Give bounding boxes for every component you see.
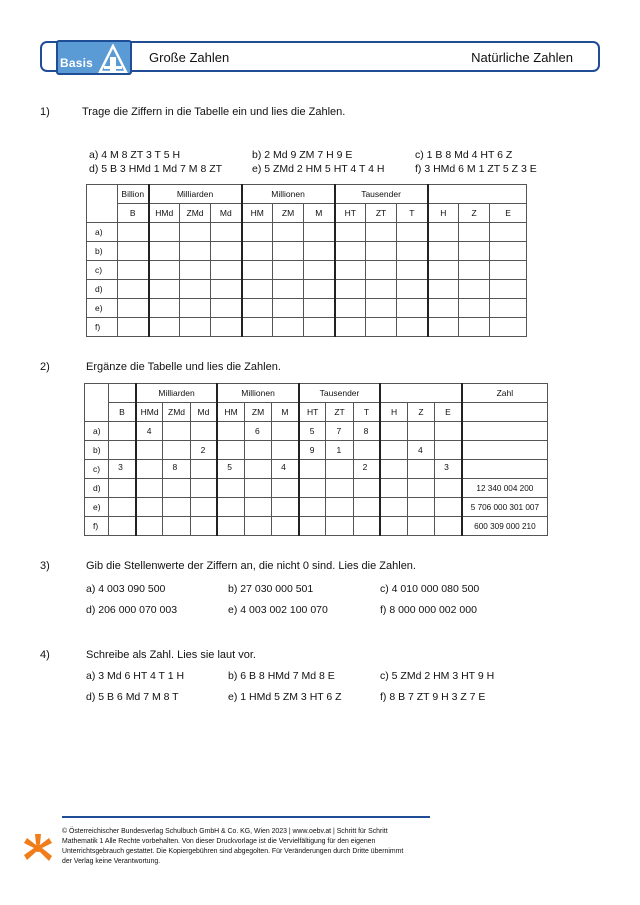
digit-cell[interactable] (109, 498, 136, 517)
digit-cell[interactable] (428, 280, 459, 299)
digit-cell[interactable]: 5 (299, 422, 326, 441)
digit-cell[interactable] (272, 517, 299, 536)
task3-item-a: a) 4 003 090 500 (86, 583, 166, 595)
task2-number: 2) (40, 361, 50, 373)
task4-item-a: a) 3 Md 6 HT 4 T 1 H (86, 670, 185, 682)
digit-cell[interactable] (428, 223, 459, 242)
task1-col-header: Z (459, 204, 490, 223)
digit-cell[interactable]: 9 (299, 441, 326, 460)
worksheet-topic: Natürliche Zahlen (471, 50, 573, 65)
task2-group-millionen: Millionen (217, 384, 298, 403)
digit-cell[interactable] (244, 460, 271, 479)
row-label: c) (87, 261, 118, 280)
task3-instruction: Gib die Stellenwerte der Ziffern an, die nicht 0 sind. Lies die Zahlen. (86, 560, 416, 572)
digit-cell[interactable] (428, 299, 459, 318)
digit-cell[interactable] (190, 479, 217, 498)
digit-cell[interactable] (326, 517, 353, 536)
digit-cell[interactable] (242, 318, 273, 337)
digit-cell[interactable] (397, 299, 428, 318)
digit-cell[interactable] (272, 498, 299, 517)
triangle-level-icon (98, 44, 128, 74)
footer-divider (62, 816, 430, 818)
digit-cell[interactable] (163, 422, 190, 441)
digit-cell[interactable] (326, 460, 353, 479)
digit-cell[interactable] (149, 318, 180, 337)
digit-cell[interactable] (217, 498, 244, 517)
page-header (40, 41, 600, 72)
digit-cell[interactable] (366, 261, 397, 280)
digit-cell[interactable] (380, 479, 407, 498)
task2-zahl-header: Zahl (462, 384, 548, 403)
copyright-line: der Verlag keine Verantwortung. (62, 858, 161, 865)
task4-number: 4) (40, 649, 50, 661)
digit-cell[interactable] (397, 223, 428, 242)
task1-col-header: ZM (273, 204, 304, 223)
digit-cell[interactable] (407, 517, 434, 536)
digit-cell[interactable] (180, 280, 211, 299)
digit-cell[interactable] (273, 242, 304, 261)
task1-group-tausender: Tausender (335, 185, 428, 204)
row-label: f) (87, 318, 118, 337)
task3-item-d: d) 206 000 070 003 (86, 604, 178, 616)
digit-cell[interactable] (109, 479, 136, 498)
table-row (87, 223, 527, 242)
task2-col-header: B (109, 403, 136, 422)
digit-cell[interactable] (366, 318, 397, 337)
digit-cell[interactable] (407, 498, 434, 517)
digit-cell[interactable] (272, 479, 299, 498)
digit-cell[interactable] (335, 299, 366, 318)
digit-cell[interactable] (273, 223, 304, 242)
number-cell[interactable] (462, 441, 548, 460)
badge-label: Basis (60, 56, 94, 70)
digit-cell[interactable] (118, 318, 149, 337)
task1-col-header: M (304, 204, 335, 223)
copyright-line: Unterrichtsgebrauch gestattet. Die Kopiergebühren sind abgegolten. Für Veränderungen durch Dritte übernimmt (62, 848, 404, 855)
table-row (87, 280, 527, 299)
digit-cell[interactable] (459, 299, 490, 318)
publisher-logo-icon (24, 834, 52, 862)
digit-cell[interactable] (136, 460, 163, 479)
task1-group-einer (428, 185, 527, 204)
digit-cell[interactable] (190, 517, 217, 536)
digit-cell[interactable] (273, 318, 304, 337)
task1-corner-cell (87, 185, 118, 223)
digit-cell[interactable] (490, 261, 527, 280)
worksheet-title: Große Zahlen (149, 50, 230, 65)
digit-cell[interactable] (217, 479, 244, 498)
digit-cell[interactable] (190, 498, 217, 517)
digit-cell[interactable]: 8 (163, 460, 190, 479)
digit-cell[interactable] (244, 441, 271, 460)
digit-cell[interactable] (180, 318, 211, 337)
table-row (85, 479, 548, 498)
digit-cell[interactable] (136, 517, 163, 536)
digit-cell[interactable] (304, 318, 335, 337)
task1-group-milliarden: Milliarden (149, 185, 242, 204)
number-cell[interactable] (462, 460, 548, 479)
task2-col-header: Z (407, 403, 434, 422)
digit-cell[interactable]: 5 (217, 460, 244, 479)
digit-cell[interactable] (407, 460, 434, 479)
digit-cell[interactable] (136, 479, 163, 498)
row-label: b) (87, 242, 118, 261)
digit-cell[interactable] (335, 318, 366, 337)
digit-cell[interactable] (428, 261, 459, 280)
task1-col-header: ZT (366, 204, 397, 223)
digit-cell[interactable] (109, 422, 136, 441)
digit-cell[interactable] (435, 441, 462, 460)
digit-cell[interactable] (118, 280, 149, 299)
digit-cell[interactable] (459, 318, 490, 337)
digit-cell[interactable] (109, 517, 136, 536)
task1-col-header: H (428, 204, 459, 223)
task1-col-header: E (490, 204, 527, 223)
digit-cell[interactable] (335, 261, 366, 280)
digit-cell[interactable] (407, 479, 434, 498)
task2-col-header: H (380, 403, 407, 422)
task4-item-f: f) 8 B 7 ZT 9 H 3 Z 7 E (380, 691, 486, 703)
table-row (87, 242, 527, 261)
digit-cell[interactable] (180, 223, 211, 242)
digit-cell[interactable] (211, 242, 242, 261)
task2-col-header: ZT (326, 403, 353, 422)
task2-group-milliarden: Milliarden (136, 384, 218, 403)
task1-col-header: HT (335, 204, 366, 223)
digit-cell[interactable] (335, 242, 366, 261)
task2-col-header: ZM (244, 403, 271, 422)
digit-cell[interactable] (380, 517, 407, 536)
digit-cell[interactable] (459, 261, 490, 280)
task2-col-header: ZMd (163, 403, 190, 422)
digit-cell[interactable] (459, 223, 490, 242)
digit-cell[interactable] (149, 223, 180, 242)
task3-item-b: b) 27 030 000 501 (228, 583, 314, 595)
digit-cell[interactable] (163, 498, 190, 517)
digit-cell[interactable] (304, 223, 335, 242)
task2-col-header: E (435, 403, 462, 422)
task2-place-value-table (84, 383, 548, 536)
digit-cell[interactable] (490, 299, 527, 318)
task1-place-value-table (86, 184, 527, 337)
digit-cell[interactable] (180, 242, 211, 261)
task2-corner-cell (85, 384, 109, 422)
table-row (85, 460, 548, 479)
task2-col-header: M (272, 403, 299, 422)
digit-cell[interactable] (397, 261, 428, 280)
digit-cell[interactable] (211, 280, 242, 299)
digit-cell[interactable] (366, 280, 397, 299)
digit-cell[interactable]: 2 (353, 460, 380, 479)
digit-cell[interactable] (353, 441, 380, 460)
digit-cell[interactable] (273, 280, 304, 299)
task4-item-c: c) 5 ZMd 2 HM 3 HT 9 H (380, 670, 495, 682)
digit-cell[interactable]: 7 (326, 422, 353, 441)
digit-cell[interactable]: 4 (272, 460, 299, 479)
level-badge (56, 40, 132, 75)
digit-cell[interactable] (180, 299, 211, 318)
digit-cell[interactable] (407, 422, 434, 441)
task1-col-header: B (118, 204, 149, 223)
digit-cell[interactable] (299, 479, 326, 498)
digit-cell[interactable] (211, 318, 242, 337)
digit-cell[interactable] (217, 441, 244, 460)
task2-col-header: HMd (136, 403, 163, 422)
copyright-line: Mathematik 1 Alle Rechte vorbehalten. Von dieser Druckvorlage ist die Vervielfältigung für den eigenen (62, 838, 376, 845)
copyright-line: © Österreichischer Bundesverlag Schulbuch GmbH & Co. KG, Wien 2023 | www.oebv.at | Schritt für Schritt (62, 828, 388, 835)
digit-cell[interactable] (149, 242, 180, 261)
task2-col-header: HT (299, 403, 326, 422)
task2-col-header: Md (190, 403, 217, 422)
digit-cell[interactable] (242, 280, 273, 299)
digit-cell[interactable] (490, 223, 527, 242)
digit-cell[interactable] (149, 261, 180, 280)
digit-cell[interactable] (380, 422, 407, 441)
digit-cell[interactable] (366, 299, 397, 318)
digit-cell[interactable] (428, 318, 459, 337)
task3-item-e: e) 4 003 002 100 070 (228, 604, 328, 616)
task1-item-c: c) 1 B 8 Md 4 HT 6 Z (415, 149, 513, 161)
digit-cell[interactable] (380, 441, 407, 460)
digit-cell[interactable]: 4 (136, 422, 163, 441)
row-label: a) (87, 223, 118, 242)
digit-cell[interactable] (428, 242, 459, 261)
digit-cell[interactable] (335, 280, 366, 299)
table-row (85, 441, 548, 460)
row-label: d) (85, 479, 109, 498)
digit-cell[interactable] (109, 441, 136, 460)
row-label: e) (85, 498, 109, 517)
table-row (85, 498, 548, 517)
digit-cell[interactable] (118, 261, 149, 280)
digit-cell[interactable] (272, 422, 299, 441)
row-label: e) (87, 299, 118, 318)
digit-cell[interactable] (163, 479, 190, 498)
table-row (87, 318, 527, 337)
number-cell[interactable] (462, 422, 548, 441)
digit-cell[interactable] (435, 498, 462, 517)
digit-cell[interactable] (211, 223, 242, 242)
digit-cell[interactable] (353, 498, 380, 517)
digit-cell[interactable] (149, 299, 180, 318)
row-label: a) (85, 422, 109, 441)
task1-instruction: Trage die Ziffern in die Tabelle ein und lies die Zahlen. (82, 106, 346, 118)
task2-col-header: HM (217, 403, 244, 422)
digit-cell[interactable] (190, 422, 217, 441)
digit-cell[interactable] (397, 318, 428, 337)
digit-cell[interactable] (217, 517, 244, 536)
task2-group-tausender: Tausender (299, 384, 381, 403)
digit-cell[interactable] (299, 517, 326, 536)
digit-cell[interactable]: 6 (244, 422, 271, 441)
digit-cell[interactable] (380, 498, 407, 517)
digit-cell[interactable]: 2 (190, 441, 217, 460)
digit-cell[interactable] (242, 242, 273, 261)
copyright-notice (62, 827, 572, 867)
row-label: d) (87, 280, 118, 299)
task1-item-b: b) 2 Md 9 ZM 7 H 9 E (252, 149, 353, 161)
task1-item-e: e) 5 ZMd 2 HM 5 HT 4 T 4 H (252, 163, 385, 175)
digit-cell[interactable] (242, 223, 273, 242)
digit-cell[interactable] (490, 280, 527, 299)
task2-group-billion (109, 384, 136, 403)
number-cell[interactable]: 5 706 000 301 007 (462, 498, 548, 517)
task1-col-header: T (397, 204, 428, 223)
digit-cell[interactable]: 1 (326, 441, 353, 460)
task3-item-c: c) 4 010 000 080 500 (380, 583, 480, 595)
row-label: c) (85, 460, 109, 479)
table-row (87, 299, 527, 318)
row-label: b) (85, 441, 109, 460)
digit-cell[interactable] (326, 479, 353, 498)
digit-cell[interactable] (217, 422, 244, 441)
digit-cell[interactable] (335, 223, 366, 242)
task1-item-f: f) 3 HMd 6 M 1 ZT 5 Z 3 E (415, 163, 537, 175)
task4-item-b: b) 6 B 8 HMd 7 Md 8 E (228, 670, 335, 682)
digit-cell[interactable] (242, 261, 273, 280)
digit-cell[interactable]: 3 (109, 460, 136, 479)
digit-cell[interactable] (304, 242, 335, 261)
digit-cell[interactable] (299, 498, 326, 517)
task1-col-header: ZMd (180, 204, 211, 223)
task1-col-header: HMd (149, 204, 180, 223)
digit-cell[interactable] (435, 422, 462, 441)
digit-cell[interactable] (366, 223, 397, 242)
task4-item-d: d) 5 B 6 Md 7 M 8 T (86, 691, 179, 703)
digit-cell[interactable]: 4 (407, 441, 434, 460)
digit-cell[interactable] (273, 299, 304, 318)
task2-zahl-subheader (462, 403, 548, 422)
task2-instruction: Ergänze die Tabelle und lies die Zahlen. (86, 361, 281, 373)
digit-cell[interactable] (304, 261, 335, 280)
digit-cell[interactable] (211, 261, 242, 280)
digit-cell[interactable] (490, 242, 527, 261)
table-row (87, 261, 527, 280)
digit-cell[interactable] (211, 299, 242, 318)
task1-col-header: HM (242, 204, 273, 223)
digit-cell[interactable] (136, 498, 163, 517)
digit-cell[interactable] (242, 299, 273, 318)
digit-cell[interactable] (299, 460, 326, 479)
number-cell[interactable]: 12 340 004 200 (462, 479, 548, 498)
digit-cell[interactable] (118, 299, 149, 318)
digit-cell[interactable] (380, 460, 407, 479)
digit-cell[interactable] (273, 261, 304, 280)
digit-cell[interactable] (163, 517, 190, 536)
digit-cell[interactable] (244, 498, 271, 517)
digit-cell[interactable] (304, 280, 335, 299)
digit-cell[interactable] (326, 498, 353, 517)
digit-cell[interactable] (459, 242, 490, 261)
digit-cell[interactable] (190, 460, 217, 479)
digit-cell[interactable] (118, 242, 149, 261)
task1-group-billion: Billion (118, 185, 149, 204)
digit-cell[interactable] (435, 517, 462, 536)
digit-cell[interactable] (136, 441, 163, 460)
digit-cell[interactable] (272, 441, 299, 460)
task4-item-e: e) 1 HMd 5 ZM 3 HT 6 Z (228, 691, 342, 703)
task1-item-a: a) 4 M 8 ZT 3 T 5 H (89, 149, 181, 161)
digit-cell[interactable] (244, 517, 271, 536)
digit-cell[interactable] (397, 280, 428, 299)
digit-cell[interactable] (304, 299, 335, 318)
digit-cell[interactable] (353, 517, 380, 536)
table-row (85, 422, 548, 441)
task3-item-f: f) 8 000 000 002 000 (380, 604, 477, 616)
digit-cell[interactable] (366, 242, 397, 261)
table-row (85, 517, 548, 536)
row-label: f) (85, 517, 109, 536)
task4-instruction: Schreibe als Zahl. Lies sie laut vor. (86, 649, 256, 661)
digit-cell[interactable] (490, 318, 527, 337)
digit-cell[interactable] (353, 479, 380, 498)
digit-cell[interactable] (435, 479, 462, 498)
digit-cell[interactable] (244, 479, 271, 498)
digit-cell[interactable] (149, 280, 180, 299)
digit-cell[interactable] (459, 280, 490, 299)
digit-cell[interactable] (397, 242, 428, 261)
digit-cell[interactable]: 8 (353, 422, 380, 441)
task1-number: 1) (40, 106, 50, 118)
digit-cell[interactable] (118, 223, 149, 242)
digit-cell[interactable]: 3 (435, 460, 462, 479)
digit-cell[interactable] (180, 261, 211, 280)
task1-item-d: d) 5 B 3 HMd 1 Md 7 M 8 ZT (89, 163, 223, 175)
task2-group-einer (380, 384, 462, 403)
task1-col-header: Md (211, 204, 242, 223)
number-cell[interactable]: 600 309 000 210 (462, 517, 548, 536)
task1-group-millionen: Millionen (242, 185, 335, 204)
task2-col-header: T (353, 403, 380, 422)
digit-cell[interactable] (163, 441, 190, 460)
task3-number: 3) (40, 560, 50, 572)
